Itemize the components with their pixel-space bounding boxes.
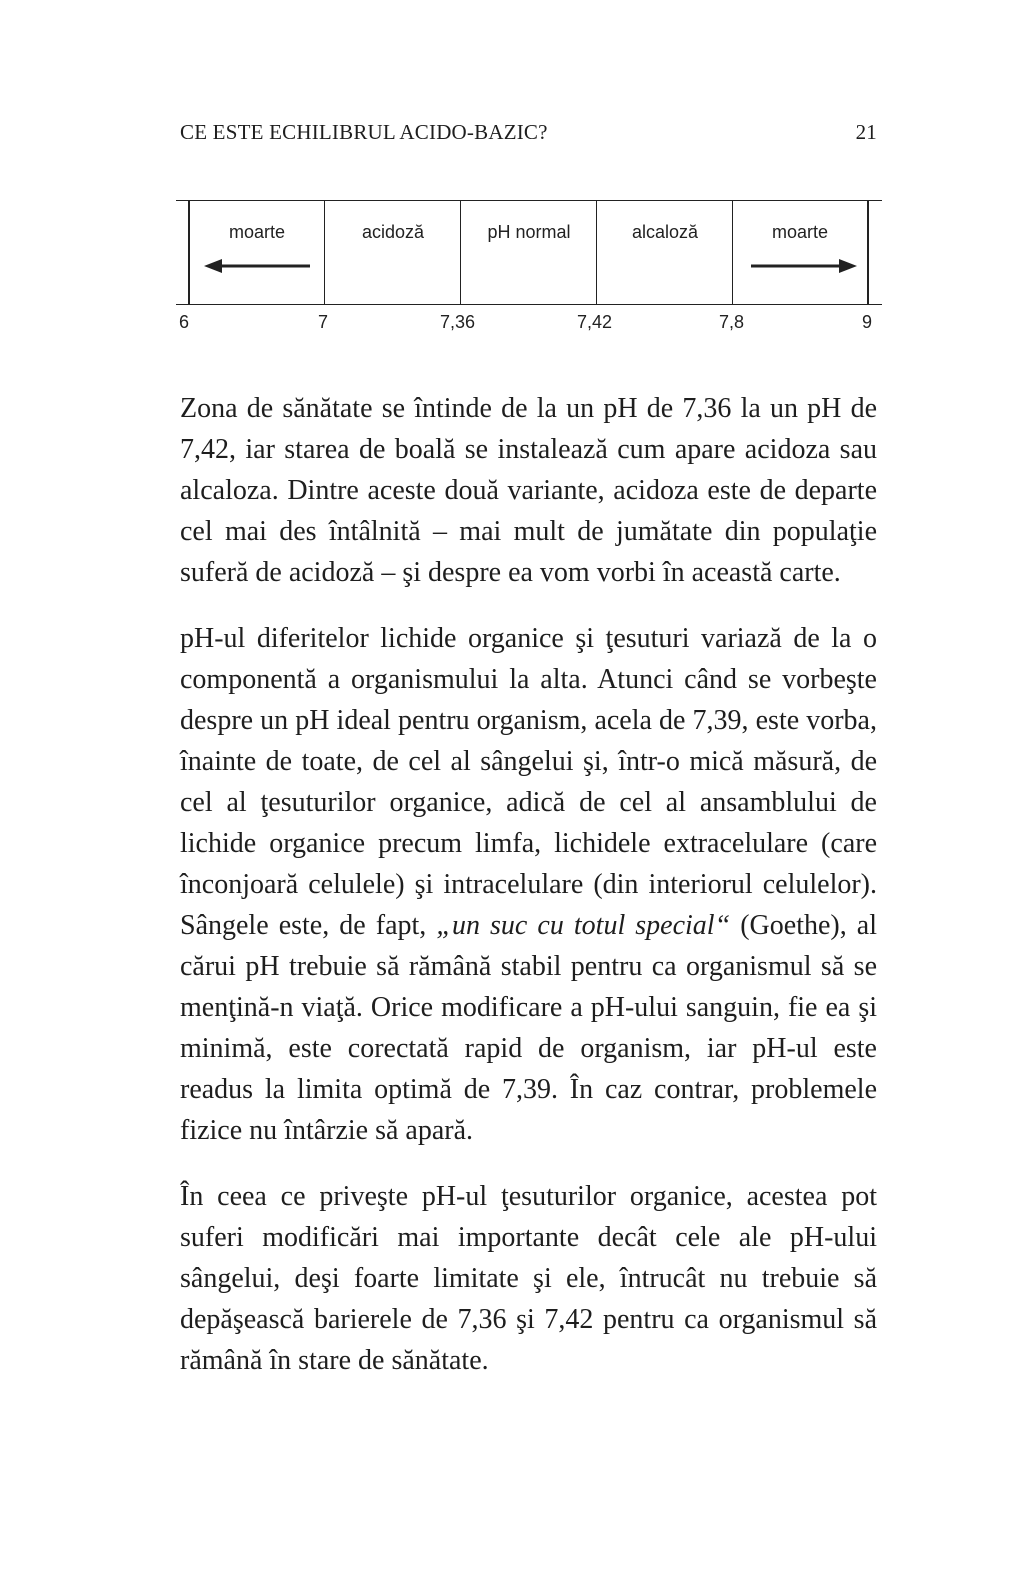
chapter-title: CE ESTE ECHILIBRUL ACIDO-BAZIC? (180, 120, 548, 144)
running-header (180, 120, 877, 152)
zone-label-death-acid: moarte (228, 222, 286, 242)
scale-tick-label: 7,8 (719, 312, 745, 332)
scale-divider (460, 200, 461, 304)
scale-top-border (176, 200, 882, 201)
scale-divider (732, 200, 733, 304)
zone-label-alkalosis: alcaloză (631, 222, 699, 242)
ph-scale-frame (176, 200, 884, 306)
paragraph-tissue-ph: În ceea ce priveşte pH-ul ţesuturilor organice, acestea pot suferi modificări mai importante decât cele ale pH-ului sângelui, deşi foarte limitate şi ele, întrucât nu trebuie să depăşească barierele de 7,36 şi 7,42 pentru ca organismul să rămână în stare de sănătate. (180, 1181, 877, 1376)
left-arrow-icon (204, 258, 312, 274)
zone-label-death-alkaline: moarte (771, 222, 829, 242)
scale-divider (188, 200, 190, 304)
zone-label-normal-ph: pH normal (487, 222, 571, 242)
scale-tick-label: 7,36 (440, 312, 476, 332)
body-text (180, 388, 877, 1406)
scale-baseline (176, 304, 882, 305)
scale-divider (867, 200, 869, 304)
paragraph-text: pH-ul diferitelor lichide organice şi ţesuturi variază de la o componentă a organismului la alta. Atunci când se vorbeşte despre un pH ideal pentru organism, acela de 7,39, este vorba, înainte de toate, de cel al sângelui şi, într-o mică măsură, de cel al ţesuturilor organice, adică de cel al ansamblului de lichide organice precum limfa, lichidele extracelulare (care înconjoară celulele) şi intracelulare (din interiorul celulelor). Sângele este, de fapt, (180, 623, 877, 941)
scale-tick-label: 7,42 (577, 312, 613, 332)
paragraph-health-zone: Zona de sănătate se întinde de la un pH de 7,36 la un pH de 7,42, iar starea de boală se instalează cum apare acidoza sau alcaloza. Dintre aceste două variante, acidoza este de departe cel mai des întâlnită – mai mult de jumătate din populaţie suferă de acidoză – şi despre ea vom vorbi în această carte. (180, 393, 877, 588)
scale-divider (596, 200, 597, 304)
scale-divider (324, 200, 325, 304)
paragraph-text: (Goethe), al cărui pH trebuie să rămână stabil pentru ca organismul să se menţină-n viaţă. Orice modificare a pH-ului sanguin, fie ea şi minimă, este corectată rapid de organism, iar pH-ul este readus la limita optimă de 7,39. În caz contrar, problemele fizice nu întârzie să apară. (180, 910, 878, 1146)
zone-label-acidosis: acidoză (361, 222, 425, 242)
scale-tick-label: 6 (179, 312, 190, 332)
page-number: 21 (855, 120, 877, 144)
scale-tick-label: 7 (318, 312, 329, 332)
ph-scale-diagram (176, 196, 884, 346)
right-arrow-icon (749, 258, 857, 274)
scale-tick-label: 9 (862, 312, 873, 332)
goethe-quote: „un suc cu totul special“ (436, 910, 731, 941)
paragraph-ph-variation (180, 618, 877, 1151)
